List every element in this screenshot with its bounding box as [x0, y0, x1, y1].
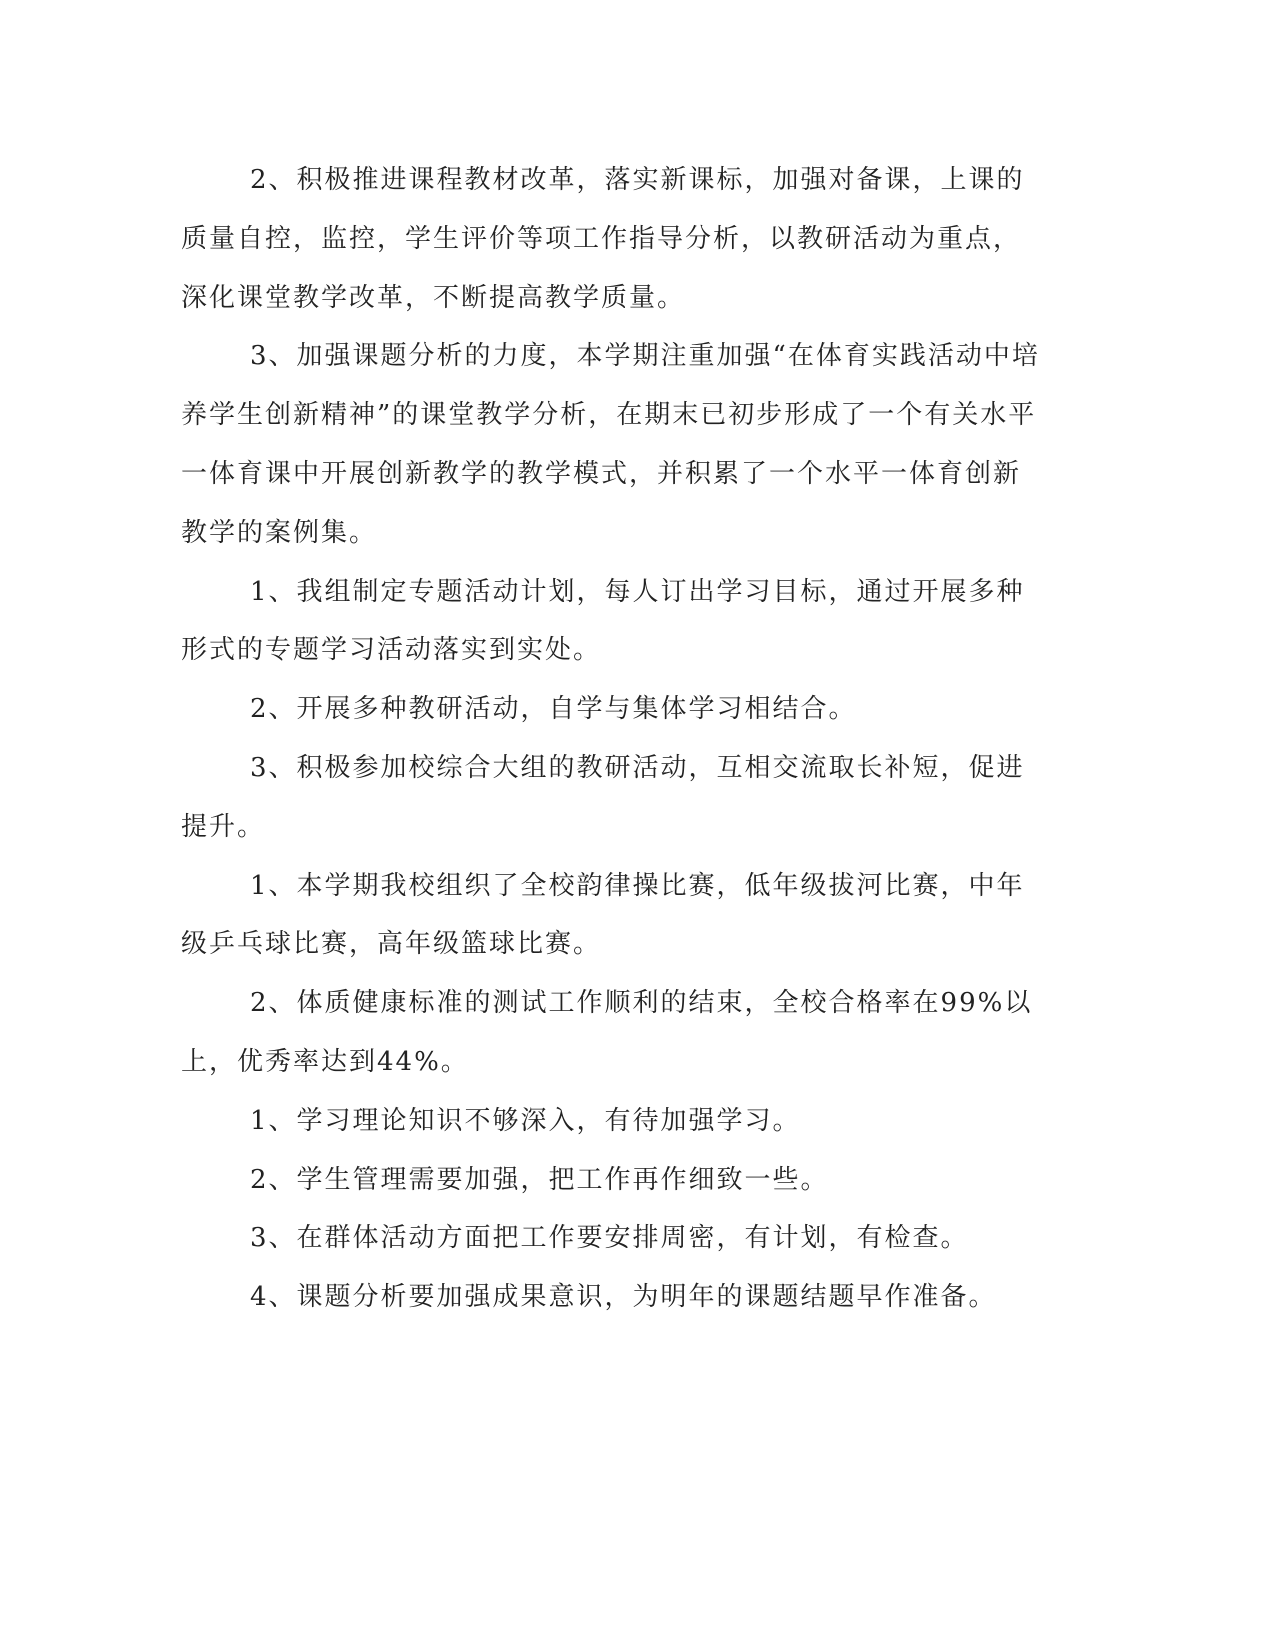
paragraph-1-line-3: 深化课堂教学改革，不断提高教学质量。 — [181, 283, 686, 313]
paragraph-2-line-3: 一体育课中开展创新教学的教学模式，并积累了一个水平一体育创新 — [181, 459, 1022, 489]
paragraph-1-line-2: 质量自控，监控，学生评价等项工作指导分析，以教研活动为重点， — [181, 224, 1022, 254]
paragraph-6-line-1: 1、本学期我校组织了全校韵律操比赛，低年级拔河比赛，中年 — [250, 871, 1025, 901]
paragraph-4-line-1: 2、开展多种教研活动，自学与集体学习相结合。 — [250, 694, 857, 724]
paragraph-2-line-2: 养学生创新精神”的课堂教学分析，在期末已初步形成了一个有关水平 — [181, 400, 1037, 430]
paragraph-3-line-2: 形式的专题学习活动落实到实处。 — [181, 635, 602, 665]
paragraph-7-line-1: 2、体质健康标准的测试工作顺利的结束，全校合格率在99%以 — [250, 988, 1033, 1018]
paragraph-5-line-1: 3、积极参加校综合大组的教研活动，互相交流取长补短，促进 — [250, 753, 1025, 783]
paragraph-3-line-1: 1、我组制定专题活动计划，每人订出学习目标，通过开展多种 — [250, 577, 1025, 607]
paragraph-6-line-2: 级乒乓球比赛，高年级篮球比赛。 — [181, 929, 602, 959]
paragraph-7-line-2: 上，优秀率达到44%。 — [181, 1047, 469, 1077]
paragraph-2-line-4: 教学的案例集。 — [181, 518, 378, 548]
paragraph-9-line-1: 2、学生管理需要加强，把工作再作细致一些。 — [250, 1165, 829, 1195]
paragraph-2-line-1: 3、加强课题分析的力度，本学期注重加强“在体育实践活动中培 — [250, 341, 1040, 371]
paragraph-5-line-2: 提升。 — [181, 812, 266, 842]
paragraph-1-line-1: 2、积极推进课程教材改革，落实新课标，加强对备课，上课的 — [250, 165, 1025, 195]
paragraph-11-line-1: 4、课题分析要加强成果意识，为明年的课题结题早作准备。 — [250, 1282, 997, 1312]
paragraph-8-line-1: 1、学习理论知识不够深入，有待加强学习。 — [250, 1106, 801, 1136]
paragraph-10-line-1: 3、在群体活动方面把工作要安排周密，有计划，有检查。 — [250, 1223, 969, 1253]
